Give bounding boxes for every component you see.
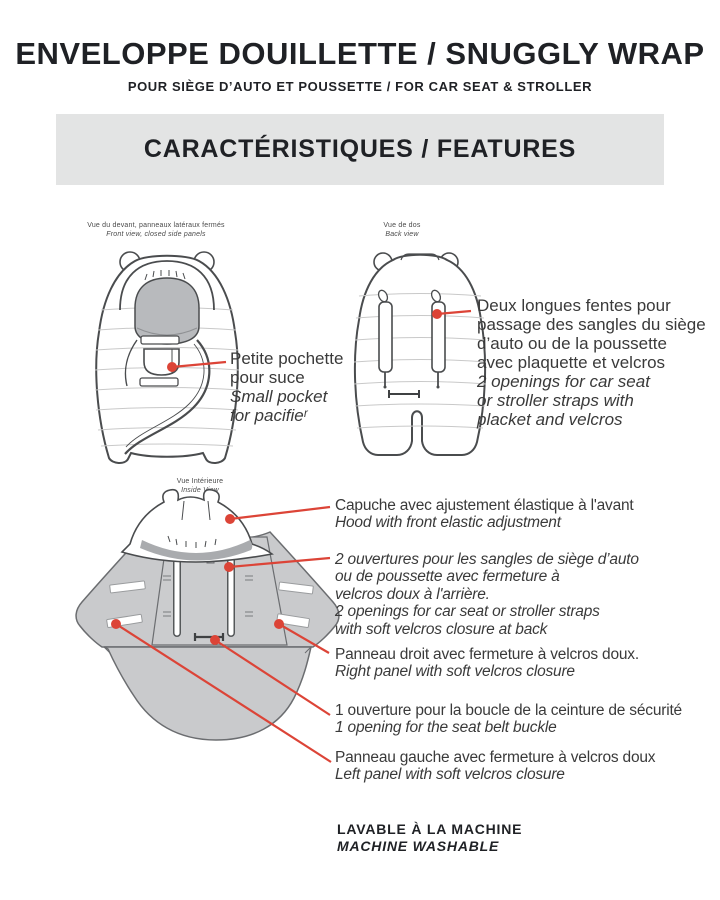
- front-view-label-en: Front view, closed side panels: [106, 231, 206, 238]
- annotation-text: Right panel with soft velcros closure: [335, 663, 575, 681]
- pacifier-pocket: [144, 349, 179, 375]
- annotation-text: ou de poussette avec fermeture à: [335, 568, 560, 586]
- annotation-text: Panneau droit avec fermeture à velcros doux.: [335, 646, 639, 663]
- annotation-right-panel: [335, 646, 639, 681]
- strap-placket-right: [432, 302, 445, 372]
- inside-view-label-en: Inside View: [181, 487, 219, 494]
- annotation-text: Small pocket: [230, 387, 328, 406]
- annotation-text: with soft velcros closure at back: [335, 620, 548, 638]
- annotation-text: 1 opening for the seat belt buckle: [335, 719, 557, 737]
- wrap-back-outline: [355, 255, 485, 455]
- annotation-pocket: [230, 349, 343, 425]
- page-title: ENVELOPPE DOUILLETTE / SNUGGLY WRAP: [15, 36, 705, 71]
- annotation-left-panel: [335, 749, 655, 784]
- inside-view-label-fr: Vue Intérieure: [176, 478, 224, 485]
- annotation-back-slots: [477, 296, 706, 429]
- hood-opening: [135, 278, 199, 344]
- back-view-label-fr: Vue de dos: [383, 222, 421, 229]
- front-view-label: [56, 221, 256, 239]
- inside-hood: [122, 490, 272, 562]
- strap-slot-lower: [140, 378, 178, 386]
- front-view-label-fr: Vue du devant, panneaux latéraux fermés: [87, 222, 225, 229]
- annotation-hood: [335, 497, 634, 532]
- bottom-flap: [104, 647, 311, 740]
- strap-placket-left: [379, 302, 392, 372]
- annotation-text: 1 ouverture pour la boucle de la ceinture de sécurité: [335, 702, 682, 719]
- annotation-text: 2 ouvertures pour les sangles de siège d’auto: [335, 551, 639, 568]
- annotation-text: Petite pochette: [230, 349, 344, 368]
- annotation-buckle: [335, 702, 682, 737]
- features-banner-label: CARACTÉRISTIQUES / FEATURES: [143, 135, 577, 163]
- front-view-diagram: [85, 246, 245, 468]
- annotation-text: or stroller straps with: [477, 391, 634, 410]
- back-view-diagram: [345, 246, 495, 468]
- page-subtitle: POUR SIÈGE D’AUTO ET POUSSETTE / FOR CAR SEAT & STROLLER: [127, 79, 593, 94]
- washing-note-en: MACHINE WASHABLE: [337, 838, 500, 854]
- annotation-text: 2 openings for car seat: [477, 372, 650, 391]
- washing-note-fr: LAVABLE À LA MACHINE: [337, 821, 523, 837]
- washing-note: [337, 821, 522, 855]
- annotation-inside-slots: [335, 551, 639, 638]
- annotation-text: Left panel with soft velcros closure: [335, 766, 565, 784]
- annotation-text: d’auto ou de la poussette: [477, 334, 667, 353]
- inside-view-diagram: [68, 488, 352, 754]
- annotation-text: Capuche avec ajustement élastique à l'avant: [335, 497, 634, 514]
- annotation-text: 2 openings for car seat or stroller straps: [335, 603, 600, 621]
- placket-stem-end: [384, 386, 387, 389]
- back-view-label: [312, 221, 492, 239]
- annotation-text: placket and velcros: [477, 410, 623, 429]
- annotation-text: for pacifieʳ: [230, 406, 308, 425]
- annotation-text: Hood with front elastic adjustment: [335, 514, 561, 532]
- strap-slot-upper: [141, 336, 179, 344]
- annotation-text: passage des sangles du siège: [477, 315, 706, 334]
- annotation-text: Deux longues fentes pour: [477, 296, 671, 315]
- annotation-text: Panneau gauche avec fermeture à velcros doux: [335, 749, 656, 766]
- placket-stem-end: [437, 386, 440, 389]
- back-view-label-en: Back view: [385, 231, 419, 238]
- annotation-text: pour suce: [230, 368, 305, 387]
- features-banner: [56, 114, 664, 185]
- annotation-text: avec plaquette et velcros: [477, 353, 666, 372]
- annotation-text: velcros doux à l'arrière.: [335, 585, 490, 603]
